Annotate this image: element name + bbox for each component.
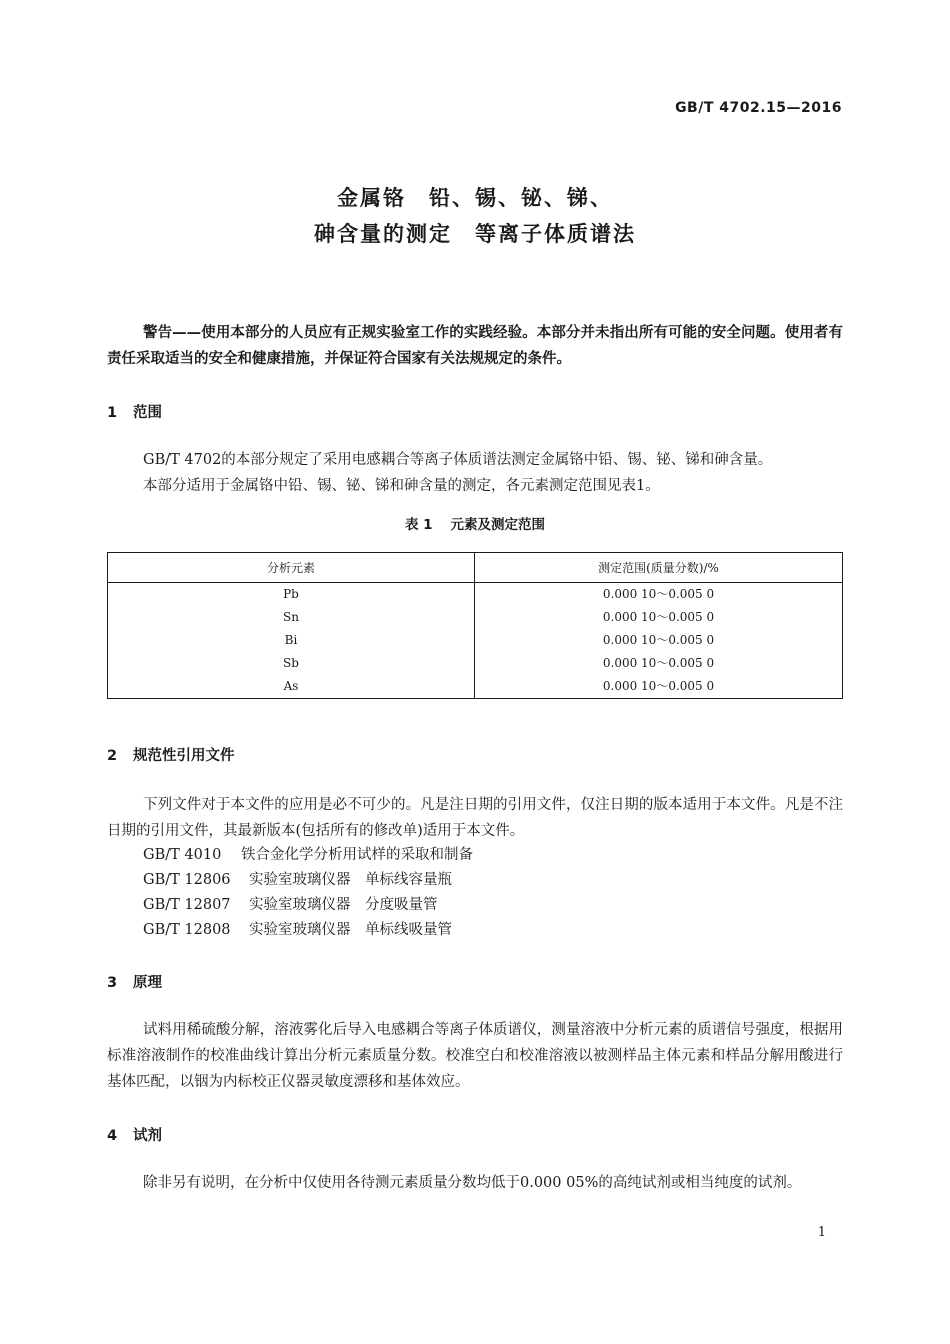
section-number: 2 [107,748,118,764]
scope-paragraph-2: 本部分适用于金属铬中铅、锡、铋、锑和砷含量的测定，各元素测定范围见表1。 [143,478,660,494]
table-caption [0,513,950,533]
reference-code: GB/T 12807 [143,897,231,913]
table-row [108,606,843,629]
reagents-paragraph: 除非另有说明，在分析中仅使用各待测元素质量分数均低于0.000 05%的高纯试剂或相当纯度的试剂。 [143,1175,802,1191]
section-title: 范围 [133,405,162,421]
cell-element: Sn [108,606,475,629]
reference-title: 铁合金化学分析用试样的采取和制备 [241,847,473,863]
reference-title: 实验室玻璃仪器 分度吸量管 [249,897,438,913]
cell-range: 0.000 10～0.005 0 [602,679,715,693]
standard-number: GB/T 4702.15—2016 [675,100,842,116]
cell-range: 0.000 10～0.005 0 [602,610,715,624]
section-number: 4 [107,1128,118,1144]
table-caption-number: 表 1 [404,517,433,533]
reference-list [143,843,473,943]
cell-element: Pb [108,583,475,607]
header-element: 分析元素 [108,553,475,583]
reference-item [143,918,473,943]
cell-element: Bi [108,629,475,652]
title-line-2: 砷含量的测定 等离子体质谱法 [314,222,636,246]
cell-element: Sb [108,652,475,675]
scope-paragraph-1: GB/T 4702的本部分规定了采用电感耦合等离子体质谱法测定金属铬中铅、锡、铋、锑和砷含量。 [143,452,773,468]
reference-item [143,893,473,918]
page-number: 1 [817,1225,826,1240]
section-4-heading [107,1124,162,1145]
table-row [108,652,843,675]
cell-range: 0.000 10～0.005 0 [602,656,715,670]
document-title [0,180,950,252]
cell-element: As [108,675,475,699]
header-range: 测定范围(质量分数)/% [475,553,843,583]
table-caption-title: 元素及测定范围 [450,517,546,533]
reference-code: GB/T 12808 [143,922,231,938]
section-title: 原理 [133,975,162,991]
table-row [108,583,843,607]
title-line-1: 金属铬 铅、锡、铋、锑、 [337,186,613,210]
table-row [108,675,843,699]
section-1-heading [107,401,162,422]
section-2-heading [107,744,235,765]
reference-item [143,868,473,893]
element-range-table [107,552,843,699]
section-number: 1 [107,405,118,421]
reference-item [143,843,473,868]
cell-range: 0.000 10～0.005 0 [602,633,715,647]
section-number: 3 [107,975,118,991]
section-title: 规范性引用文件 [133,748,235,764]
reference-code: GB/T 12806 [143,872,231,888]
table-header-row [108,553,843,583]
section-3-heading [107,971,162,992]
table-row [108,629,843,652]
cell-range: 0.000 10～0.005 0 [602,587,715,601]
section-title: 试剂 [133,1128,162,1144]
warning-text: 警告——使用本部分的人员应有正规实验室工作的实践经验。本部分并未指出所有可能的安全问题。使用者有责任采取适当的安全和健康措施，并保证符合国家有关法规规定的条件。 [107,325,843,367]
reference-title: 实验室玻璃仪器 单标线吸量管 [249,922,452,938]
reference-title: 实验室玻璃仪器 单标线容量瓶 [249,872,452,888]
reference-code: GB/T 4010 [143,847,222,863]
principle-paragraph: 试料用稀硫酸分解，溶液雾化后导入电感耦合等离子体质谱仪，测量溶液中分析元素的质谱信号强度，根据用标准溶液制作的校准曲线计算出分析元素质量分数。校准空白和校准溶液以被测样品主体元素和样品分解用酸进行基体匹配，以铟为内标校正仪器灵敏度漂移和基体效应。 [107,1022,843,1090]
normative-refs-paragraph: 下列文件对于本文件的应用是必不可少的。凡是注日期的引用文件，仅注日期的版本适用于本文件。凡是不注日期的引用文件，其最新版本(包括所有的修改单)适用于本文件。 [107,797,843,839]
